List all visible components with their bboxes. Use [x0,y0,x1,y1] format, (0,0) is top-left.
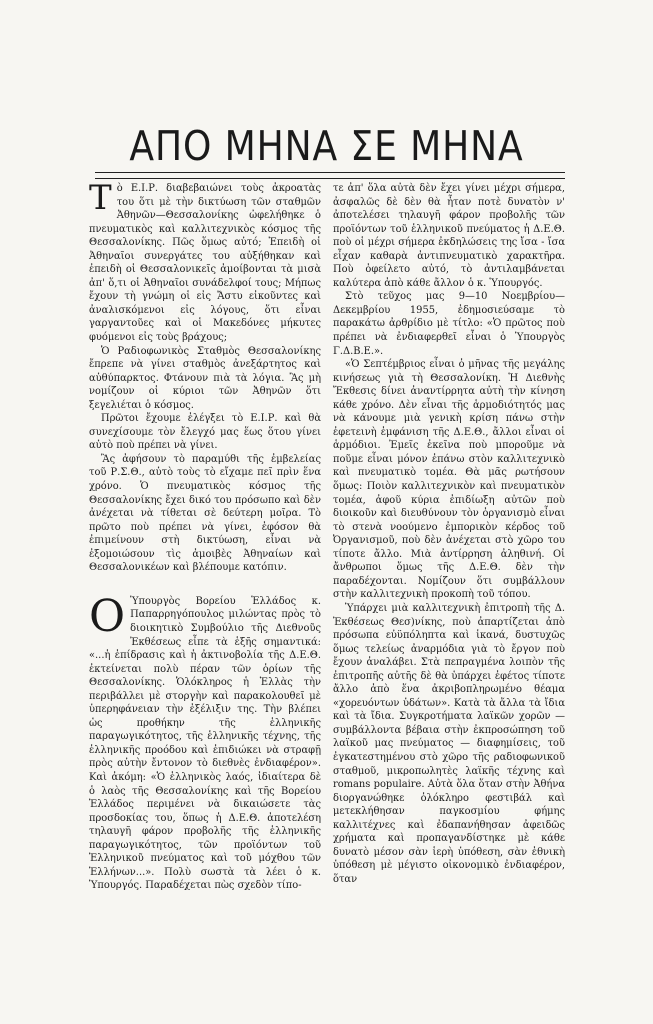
drop-cap: Ο [89,590,126,642]
paragraph: Ὑπάρχει μιὰ καλλιτεχνικὴ ἐπιτροπὴ τῆς Δ. Ἐκθέσεως Θεσ)νίκης, ποὺ ἀπαρτίζεται ἀπὸ πρόσωπα εὐϋπόληπτα καὶ ἱκανά, δυστυχῶς ὅμως τελείως ἀναρμόδια γιὰ τὸ ἔργον ποὺ ἔχουν ἀναλάβει. Στὰ πεπραγμένα λοιπὸν τῆς ἐπιτροπῆς αὐτῆς δὲ θὰ ὑπάρχει ἐφέτος τίποτε ἄλλο ἀπὸ ἕνα ἀκριβοπληρωμένο θέαμα «χορευόντων ὑδάτων». Κατὰ τὰ ἄλλα τὰ ἴδια καὶ τὰ ἴδια. Συγκροτήματα λαϊκῶν χορῶν — συμβάλλοντα βέβαια στὴν ἐκπροσώπηση τοῦ λαϊκοῦ μας πνεύματος — διαφημίσεις, τοῦ ἐγκατεστημένου στὸ χῶρο τῆς ραδιοφωνικοῦ σταθμοῦ, μικροπωλητὲς λαϊκῆς τέχνης καὶ romans populaire. Αὐτὰ ὅλα ὅταν στὴν Ἀθήνα διοργανώθηκε ὁλόκληρο φεστιβάλ καὶ μετεκλήθησαν παγκοσμίου φήμης καλλιτέχνες καὶ ἐδαπανήθησαν ἀφειδῶς χρήματα καὶ προπαγανδίστηκε μὲ κάθε δυνατὸ μέσον σὰν ἱερὴ ὑπόθεση, σὰν ἐθνικὴ ὑπόθεση μὲ μέγιστο οἰκονομικὸ ἐνδιαφέρον, ὅταν [333,602,565,885]
drop-cap: Τ [89,178,112,218]
title-rule-top [95,172,565,173]
article-title: ΑΠΟ ΜΗΝΑ ΣΕ ΜΗΝΑ [129,122,524,170]
paragraph: Ἂς ἀφήσουν τὸ παραμύθι τῆς ἐμβελείας τοῦ Ρ.Σ.Θ., αὐτὸ τοὺς τὸ εἴχαμε πεῖ πρὶν ἕνα χρόνο. Ὁ πνευματικὸς κόσμος τῆς Θεσσαλονίκης ἔχει δικό του πρόσωπο καὶ δὲν ἀνέχεται νὰ τίθεται σὲ δεύτερη μοῖρα. Τὸ πρῶτο ποὺ πρέπει νὰ γίνει, ἐφόσον θὰ ἐπιμείνουν στὴ δικτύωση, εἶναι νὰ ἐξομοιώσουν τὶς ἀμοιβὲς Ἀθηναίων καὶ Θεσσαλονικέων καὶ βλέπουμε κατόπιν. [89,453,321,574]
paragraph: τε ἀπ' ὅλα αὐτὰ δὲν ἔχει γίνει μέχρι σήμερα, ἀσφαλῶς δὲ δὲν θὰ ἦταν ποτὲ δυνατὸν ν' ἀποτελέσει τηλαυγῆ φάρον προβολῆς τῶν προϊόντων τοῦ ἑλληνικοῦ πνεύματος ἡ Δ.Ε.Θ. ποὺ οἱ μέχρι σήμερα ἐκδηλώσεις της ἴσα - ἴσα εἶχαν καθαρὰ ἀντιπνευματικὸ χαρακτῆρα. Ποὺ ὀφείλετο αὐτό, τὸ ἀντιλαμβάνεται καλύτερα ἀπὸ κάθε ἄλλον ὁ κ. Ὑπουργός. [333,183,565,289]
paragraph: Στὸ τεῦχος μας 9—10 Νοεμβρίου—Δεκεμβρίου 1955, ἐδημοσιεύσαμε τὸ παρακάτω ἀρθρίδιο μὲ τίτλο: «Ὁ πρῶτος ποὺ πρέπει νὰ ἐνδιαφερθεῖ εἶναι ὁ Ὑπουργὸς Γ.Δ.Β.Ε.». [333,291,565,357]
paragraph: «Ὁ Σεπτέμβριος εἶναι ὁ μῆνας τῆς μεγάλης κινήσεως γιὰ τὴ Θεσσαλονίκη. Ἡ Διεθνὴς Ἔκθεσις δίνει ἀναντίρρητα αὐτὴ τὴν κίνηση κάθε χρόνο. Δὲν εἶναι τῆς ἁρμοδιότητός μας νὰ κάνουμε μιὰ γενικὴ κρίση πάνω στὴν ἐφετεινὴ ἐμφάνιση τῆς Δ.Ε.Θ., ἄλλοι εἶναι οἱ ἁρμόδιοι. Ἐμεῖς ἐκεῖνα ποὺ μποροῦμε νὰ ποῦμε εἶναι μόνον ἐπάνω στὸν καλλιτεχνικὸ καὶ πνευματικὸ τομέα. Θὰ μᾶς ρωτήσουν ὅμως: Ποιὸν καλλιτεχνικὸν καὶ πνευματικὸν τομέα, ἀφοῦ κύρια ἐπιδίωξη αὐτῶν ποὺ διοικοῦν καὶ διευθύνουν τὸν ὀργανισμὸ εἶναι τὸ στενὰ νοούμενο ἐμπορικὸν κέρδος τοῦ Ὀργανισμοῦ, ποὺ δὲν ἀνέχεται στὸ χῶρο του τίποτε ἄλλο. Μιὰ ἀντίρρηση ἀληθινή. Οἱ ἄνθρωποι ὅμως τῆς Δ.Ε.Θ. δὲν τὴν παραδέχονται. Νομίζουν ὅτι συμβάλλουν στὴν καλλιτεχνικὴ προκοπὴ τοῦ τόπου. [333,359,565,601]
paragraph: Πρῶτοι ἔχουμε ἐλέγξει τὸ Ε.Ι.Ρ. καὶ θὰ συνεχίσουμε τὸν ἔλεγχό μας ἕως ὅτου γίνει αὐτὸ ποὺ πρέπει νὰ γίνει. [89,413,321,452]
paragraph: Ὁ Ραδιοφωνικὸς Σταθμὸς Θεσσαλονίκης ἔπρεπε νὰ γίνει σταθμὸς ἀνεξάρτητος καὶ αὐθύπαρκτος. Φτάνουν πιὰ τὰ λόγια. Ἂς μὴ νομίζουν οἱ κύριοι τῶν Ἀθηνῶν ὅτι ξεγελιέται ὁ κόσμος. [89,345,321,411]
paragraph [89,590,321,893]
right-column [333,182,565,886]
paragraph [89,178,321,345]
title-rule-bottom [95,178,565,179]
paragraph-text: Ὑπουργὸς Βορείου Ἑλλάδος κ. Παπαρρηγόπουλος μιλώντας πρὸς τὸ διοικητικὸ Συμβούλιο τῆς Διεθνοῦς Ἐκθέσεως εἶπε τὰ ἑξῆς σημαντικά: «...ἡ ἐπίδρασις καὶ ἡ ἀκτινοβολία τῆς Δ.Ε.Θ. ἐκτείνεται πολὺ πέραν τῶν ὁρίων τῆς Θεσσαλονίκης. Ὁλόκληρος ἡ Ἑλλὰς τὴν περιβάλλει μὲ στοργὴν καὶ παρακολουθεῖ μὲ ὑπερηφάνειαν τὴν ἐξέλιξιν της. Τὴν βλέπει ὡς προθήκην τῆς ἑλληνικῆς παραγωγικότητος, τῆς ἑλληνικῆς τέχνης, τῆς ἑλληνικῆς προόδου καὶ ἐπιδιώκει νὰ στραφῇ πρὸς αὐτὴν ἔντονον τὸ διεθνὲς ἐνδιαφέρον». Καὶ ἀκόμη: «Ὁ ἑλληνικὸς λαός, ἰδιαίτερα δὲ ὁ λαὸς τῆς Θεσσαλονίκης καὶ τῆς Βορείου Ἑλλάδος περιμένει νὰ δικαιώσετε τὰς προσδοκίας του, ὅπως ἡ Δ.Ε.Θ. ἀποτελέση τηλαυγῆ φάρον προβολῆς τῆς ἑλληνικῆς παραγωγικότητος, τῶν προϊόντων τοῦ Ἑλληνικοῦ πνεύματος καὶ τοῦ μόχθου τῶν Ἑλλήνων...». Πολὺ σωστὰ τὰ λέει ὁ κ. Ὑπουργός. Παραδέχεται πὼς σχεδὸν τίπο- [89,595,321,892]
left-column [89,178,321,893]
paragraph-text: ὸ Ε.Ι.Ρ. διαβεβαιώνει τοὺς ἀκροατὰς του ὅτι μὲ τὴν δικτύωση τῶν σταθμῶν Ἀθηνῶν—Θεσσαλονίκης ὠφελήθηκε ὁ πνευματικὸς καὶ καλλιτεχνικὸς κόσμος τῆς Θεσσαλονίκης. Πῶς ὅμως αὐτό; Ἐπειδὴ οἱ Ἀθηναῖοι συνεργάτες του αὐξήθηκαν καὶ ἐπειδὴ οἱ Θεσσαλονικεῖς ἀμοίβονται τὰ μισὰ ἀπ' ὅ,τι οἱ Ἀθηναῖοι συνάδελφοί τους; Μήπως ἔχουν τὴ γνώμη οἱ εἰς Ἄστυ εἰκοῦντες καὶ ἀναλισκόμενοι εἰς λόγους, ὅτι εἶναι γαργαντοῦες καὶ οἱ Μακεδόνες μήκυτες φυόμενοι εἰς τοὺς βράχους; [89,183,321,344]
